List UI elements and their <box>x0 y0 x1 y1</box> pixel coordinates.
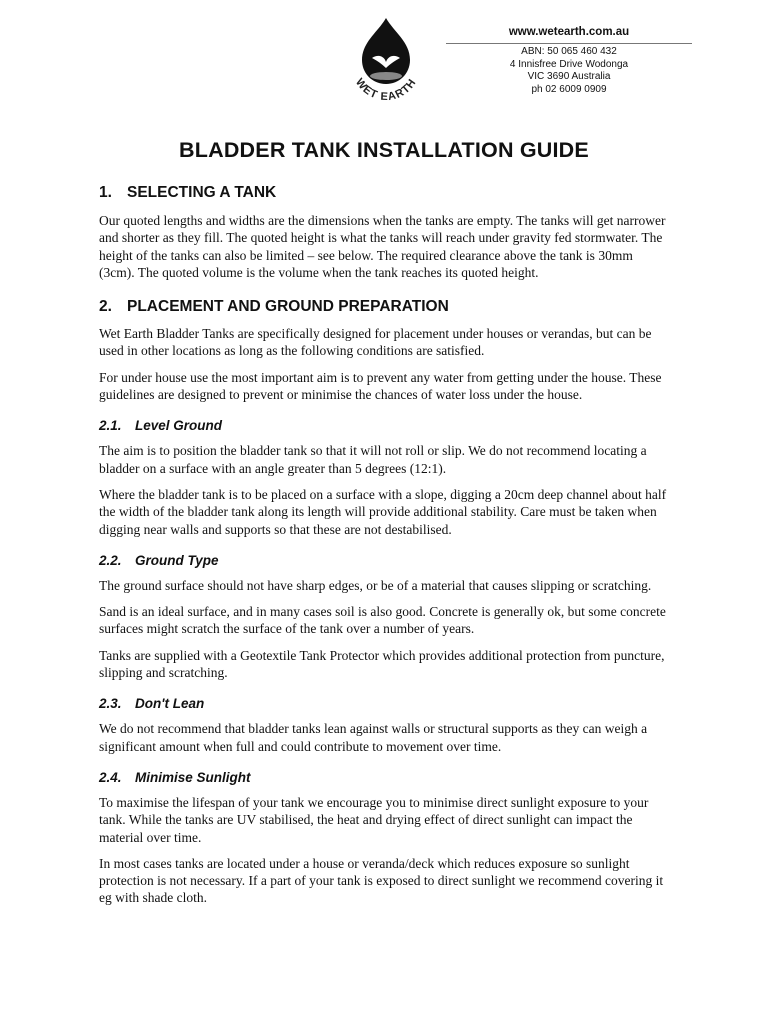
website-link[interactable]: www.wetearth.com.au <box>508 26 630 38</box>
state-postcode: VIC 3690 Australia <box>527 71 611 82</box>
subsection-number: 2.2. <box>99 552 122 568</box>
document-title: BLADDER TANK INSTALLATION GUIDE <box>179 138 589 162</box>
subsection-heading-minimise-sunlight <box>99 770 671 785</box>
section-number: 1. <box>99 184 112 201</box>
paragraph: In most cases tanks are located under a house or veranda/deck which reduces exposure so sunlight protection is not necessary. If a part of your tank is exposed to direct sunlight we recommend covering it eg with shade cloth. <box>99 855 664 906</box>
subsection-number: 2.3. <box>99 696 122 712</box>
section-heading-placement <box>99 298 671 316</box>
subsection-title: Don't Lean <box>135 696 205 712</box>
subsection-heading-dont-lean <box>99 696 671 711</box>
paragraph: To maximise the lifespan of your tank we encourage you to minimise direct sunlight exposure to your tank. While the tanks are UV stabilised, the heat and drying effect of direct sunlight can impact the material over time. <box>99 794 649 845</box>
contact-block <box>446 24 692 96</box>
paragraph: We do not recommend that bladder tanks lean against walls or structural supports as they can weigh a significant amount when full and could contribute to movement over time. <box>99 721 648 754</box>
section-title: SELECTING A TANK <box>127 184 277 201</box>
paragraph: Where the bladder tank is to be placed on a surface with a slope, digging a 20cm deep channel about half the width of the bladder tank along its length will provide additional stability. Care must be taken when digging near walls and supports so that these are not destabilised. <box>99 486 667 537</box>
paragraph: The aim is to position the bladder tank so that it will not roll or slip. We do not recommend locating a bladder on a surface with an angle greater than 5 degrees (12:1). <box>99 443 647 476</box>
paragraph: Our quoted lengths and widths are the dimensions when the tanks are empty. The tanks will get narrower and shorter as they fill. The quoted height is what the tanks will reach under gravity fed stormwater. The height of the tanks can also be limited – see below. The required clearance above the tank is 30mm (3cm). The quoted volume is the volume when the tank reaches its quoted height. <box>99 213 666 280</box>
section-title: PLACEMENT AND GROUND PREPARATION <box>127 298 449 316</box>
paragraph: Sand is an ideal surface, and in many cases soil is also good. Concrete is generally ok, but some concrete surfaces might scratch the surface of the tank over a number of years. <box>99 604 666 637</box>
phone-number: ph 02 6009 0909 <box>531 83 607 95</box>
subsection-number: 2.4. <box>99 769 122 785</box>
header-divider <box>446 43 692 44</box>
paragraph: Wet Earth Bladder Tanks are specifically designed for placement under houses or verandas, but can be used in other locations as long as the following conditions are satisfied. <box>99 326 652 359</box>
section-number: 2. <box>99 298 112 316</box>
abn-line: ABN: 50 065 460 432 <box>521 46 617 57</box>
subsection-heading-ground-type <box>99 553 671 568</box>
paragraph: For under house use the most important aim is to prevent any water from getting under the house. These guidelines are designed to prevent or minimise the chances of water loss under the house. <box>99 369 662 403</box>
document-body <box>99 184 671 907</box>
logo-wordmark: WET EARTH <box>352 76 419 104</box>
subsection-heading-level-ground <box>99 418 671 433</box>
subsection-title: Ground Type <box>135 552 219 568</box>
street-address: 4 Innisfree Drive Wodonga <box>509 58 629 70</box>
subsection-title: Minimise Sunlight <box>135 769 251 785</box>
subsection-number: 2.1. <box>99 418 122 434</box>
wet-earth-logo <box>338 14 434 114</box>
paragraph: Tanks are supplied with a Geotextile Tank Protector which provides additional protection from puncture, slipping and scratching. <box>99 647 665 681</box>
paragraph: The ground surface should not have sharp edges, or be of a material that causes slipping or scratching. <box>99 577 652 593</box>
subsection-title: Level Ground <box>135 418 223 434</box>
section-heading-selecting-a-tank <box>99 184 671 202</box>
